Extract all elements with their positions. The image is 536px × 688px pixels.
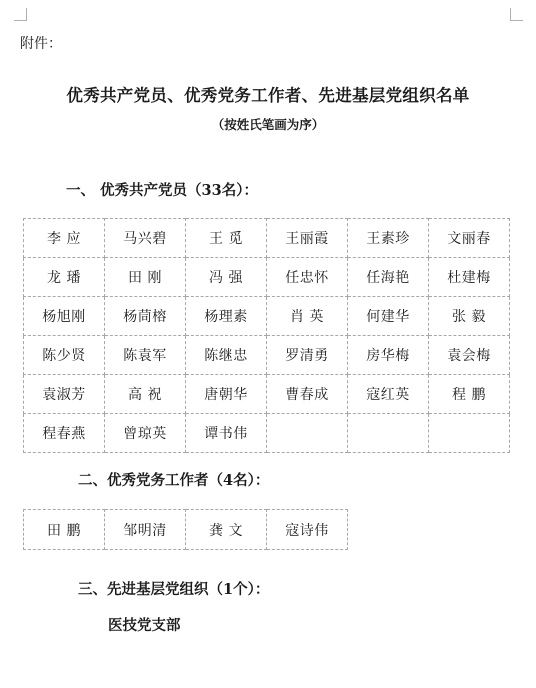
- table-row: [24, 297, 510, 336]
- page-subtitle: （按姓氏笔画为序）: [211, 117, 325, 132]
- name-cell: 杨理素: [186, 297, 267, 336]
- name-cell: 杜建梅: [429, 258, 510, 297]
- name-cell: 高 祝: [105, 375, 186, 414]
- name-cell: 程春燕: [24, 414, 105, 453]
- table-row: [24, 414, 510, 453]
- name-cell: 邹明清: [105, 510, 186, 550]
- name-cell: 田 刚: [105, 258, 186, 297]
- name-cell: 何建华: [348, 297, 429, 336]
- empty-cell: [429, 414, 510, 453]
- name-cell: 唐朝华: [186, 375, 267, 414]
- name-cell: 杨旭刚: [24, 297, 105, 336]
- name-cell: 陈袁军: [105, 336, 186, 375]
- page-title: 优秀共产党员、优秀党务工作者、先进基层党组织名单: [66, 86, 470, 105]
- name-cell: 曾琼英: [105, 414, 186, 453]
- name-cell: 文丽春: [429, 219, 510, 258]
- name-cell: 袁淑芳: [24, 375, 105, 414]
- name-cell: 陈少贤: [24, 336, 105, 375]
- empty-cell: [348, 414, 429, 453]
- table-row: [24, 510, 348, 550]
- name-cell: 王丽霞: [267, 219, 348, 258]
- organization-name: 医技党支部: [108, 617, 181, 634]
- table-row: [24, 336, 510, 375]
- name-cell: 袁会梅: [429, 336, 510, 375]
- name-cell: 龙 璠: [24, 258, 105, 297]
- name-cell: 杨茼榕: [105, 297, 186, 336]
- name-cell: 陈继忠: [186, 336, 267, 375]
- table-row: [24, 219, 510, 258]
- name-cell: 马兴碧: [105, 219, 186, 258]
- name-cell: 冯 强: [186, 258, 267, 297]
- name-cell: 寇诗伟: [267, 510, 348, 550]
- empty-cell: [267, 414, 348, 453]
- name-cell: 田 鹏: [24, 510, 105, 550]
- name-cell: 谭书伟: [186, 414, 267, 453]
- name-cell: 李 应: [24, 219, 105, 258]
- section-heading-party-members: 一、 优秀共产党员（33名）：: [66, 182, 258, 199]
- name-cell: 房华梅: [348, 336, 429, 375]
- section-heading-party-workers: 二、优秀党务工作者（4名）：: [78, 472, 270, 489]
- page-corner-mark-top-right: [510, 8, 523, 21]
- name-cell: 肖 英: [267, 297, 348, 336]
- page-corner-mark-top-left: [14, 8, 27, 21]
- table-row: [24, 258, 510, 297]
- name-cell: 王素珍: [348, 219, 429, 258]
- name-cell: 张 毅: [429, 297, 510, 336]
- name-cell: 寇红英: [348, 375, 429, 414]
- name-cell: 罗清勇: [267, 336, 348, 375]
- party-workers-table: [23, 509, 348, 550]
- name-cell: 龚 文: [186, 510, 267, 550]
- name-cell: 曹春成: [267, 375, 348, 414]
- name-cell: 任忠怀: [267, 258, 348, 297]
- name-cell: 任海艳: [348, 258, 429, 297]
- section-heading-party-organizations: 三、先进基层党组织（1个）：: [78, 581, 270, 598]
- table-row: [24, 375, 510, 414]
- name-cell: 王 觅: [186, 219, 267, 258]
- name-cell: 程 鹏: [429, 375, 510, 414]
- party-members-table: [23, 218, 510, 453]
- attachment-label: 附件：: [20, 36, 62, 52]
